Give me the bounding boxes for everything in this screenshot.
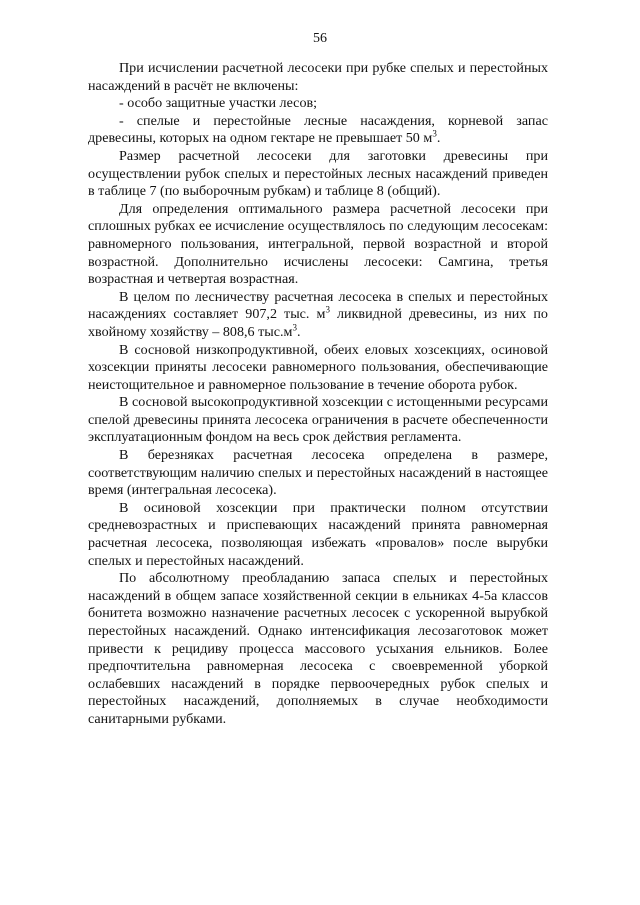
list-item: - спелые и перестойные лесные насаждения, корневой запас древесины, которых на одном гектаре не превышает 50 $м^3$. bbox=[88, 112, 548, 147]
paragraph: В сосновой высокопродуктивной хозсекции с истощенными ресурсами спелой древесины принята лесосека ограничения в расчете обеспеченности эксплуатационным фондом на весь срок действия регламента. bbox=[88, 394, 548, 446]
paragraph: При исчислении расчетной лесосеки при рубке спелых и перестойных насаждений в расчёт не включены: bbox=[88, 60, 548, 94]
page-number: 56 bbox=[313, 31, 327, 46]
paragraph: В целом по лесничеству расчетная лесосека в спелых и перестойных насаждениях составляет 907,2 тыс. $м^3$ ликвидной древесины, из них по хвойному хозяйству – 808,6 $тыс.м^3$. bbox=[88, 288, 548, 340]
paragraph: В осиновой хозсекции при практически полном отсутствии средневозрастных и приспевающих насаждений принята равномерная расчетная лесосека, позволяющая избежать «провалов» после вырубки спелых и перестойных насаждений. bbox=[88, 499, 548, 569]
paragraph: По абсолютному преобладанию запаса спелых и перестойных насаждений в общем запасе хозяйственной секции в ельниках 4-5а классов бонитета возможно назначение расчетных лесосек с ускоренной вырубкой перестойных насаждений. Однако интенсификация лесозаготовок может привести к рецидиву процесса массового усыхания ельников. Более предпочтительна равномерная лесосека с своевременной уборкой ослабевших насаждений в порядке первоочередных рубок спелых и перестойных насаждений, дополняемых в случае необходимости санитарными рубками. bbox=[88, 570, 548, 727]
paragraph: В сосновой низкопродуктивной, обеих еловых хозсекциях, осиновой хозсекции приняты лесосеки равномерного пользования, обеспечивающие неистощительное и равномерное пользование в течение оборота рубок. bbox=[88, 341, 548, 393]
body-text bbox=[88, 60, 548, 729]
paragraph: Размер расчетной лесосеки для заготовки древесины при осуществлении рубок спелых и перестойных лесных насаждений приведен в таблице 7 (по выборочным рубкам) и таблице 8 (общий). bbox=[88, 147, 548, 200]
paragraph: В березняках расчетная лесосека определена в размере, соответствующим наличию спелых и перестойных насаждений в настоящее время (интегральная лесосека). bbox=[88, 447, 548, 499]
paragraph: Для определения оптимального размера расчетной лесосеки при сплошных рубках ее исчисление осуществлялось по следующим лесосекам: равномерного пользования, интегральной, первой возрастной и второй возрастной. Дополнительно исчислены лесосеки: Самгина, третья возрастная и четвертая возрастная. bbox=[88, 200, 548, 288]
list-item: - особо защитные участки лесов; bbox=[119, 95, 318, 112]
